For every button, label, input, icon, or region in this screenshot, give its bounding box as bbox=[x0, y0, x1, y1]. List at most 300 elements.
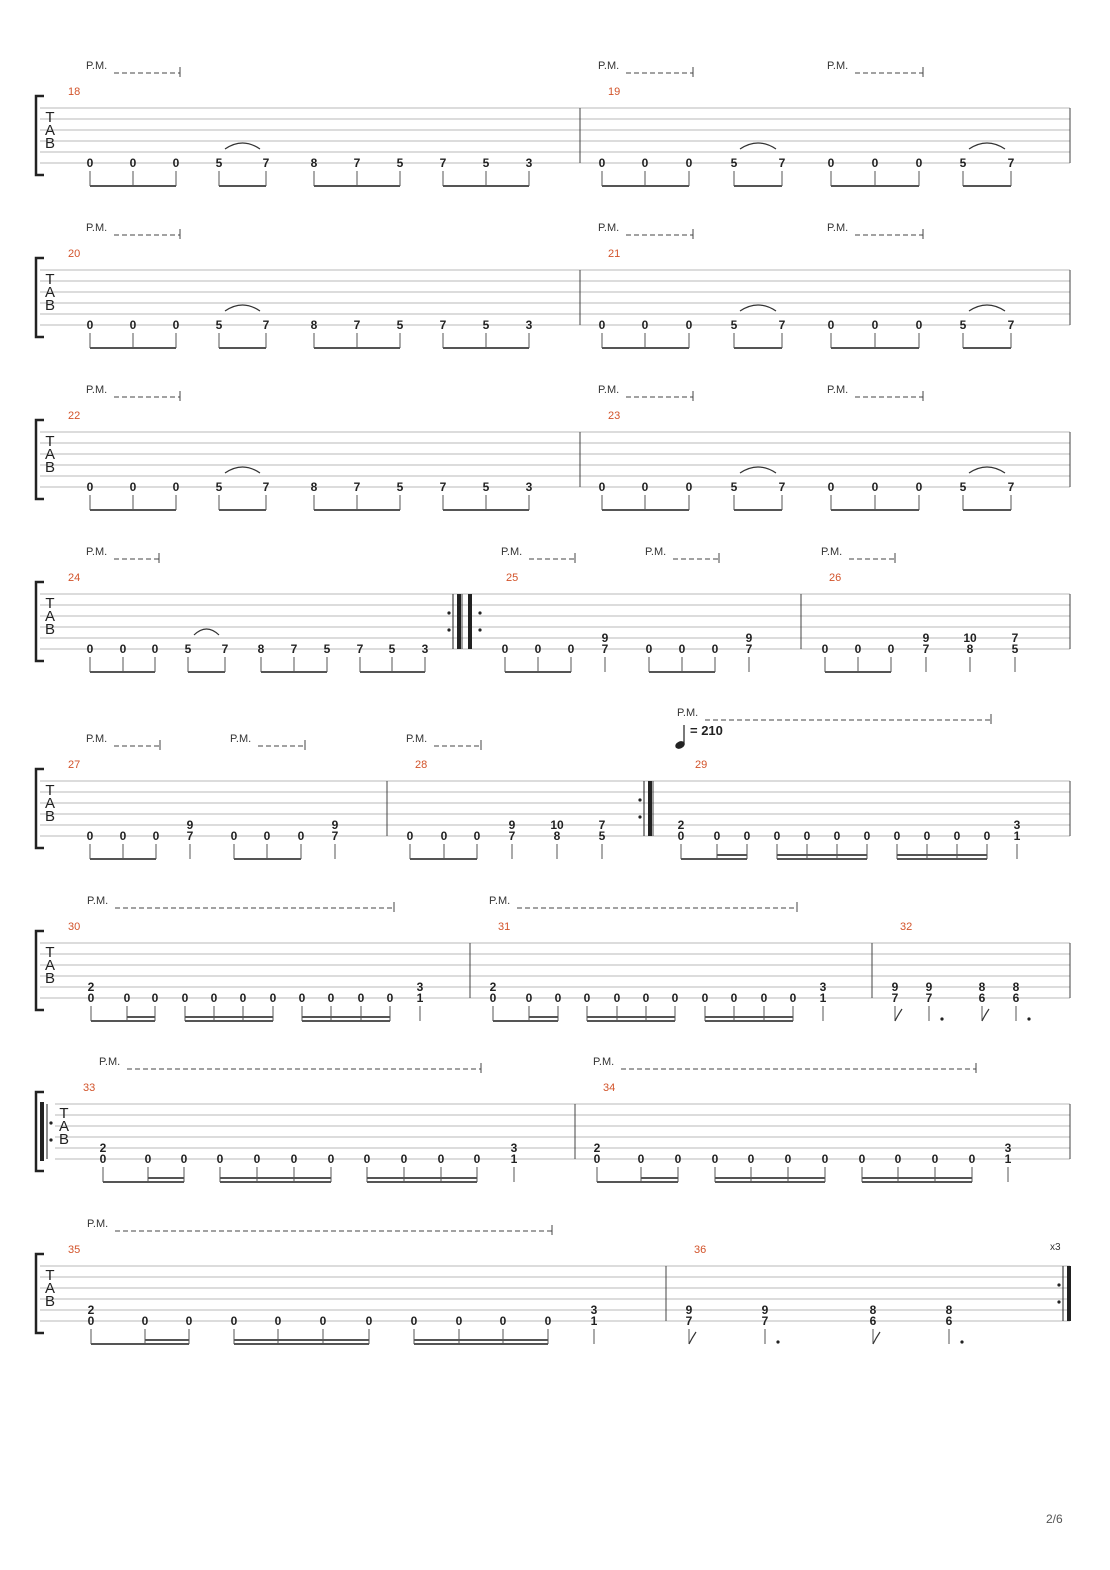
repeat-dot bbox=[478, 611, 481, 614]
beam bbox=[715, 1181, 825, 1183]
fret-number: 1 bbox=[1004, 1152, 1012, 1166]
fret-number: 0 bbox=[854, 642, 862, 656]
palm-mute-label: P.M. bbox=[86, 733, 108, 745]
fret-number: 8 bbox=[966, 642, 974, 656]
fret-number: 0 bbox=[645, 642, 653, 656]
repeat-start-thick-bar bbox=[40, 1102, 44, 1161]
fret-number: 0 bbox=[327, 991, 335, 1005]
fret-number: 0 bbox=[671, 991, 679, 1005]
repeat-dot bbox=[447, 628, 450, 631]
beam bbox=[314, 509, 400, 511]
tab-clef-letter: A bbox=[58, 1118, 70, 1135]
measure-number: 31 bbox=[498, 921, 511, 933]
beam bbox=[219, 185, 266, 187]
fret-number: 7 bbox=[353, 156, 361, 170]
measure-number: 27 bbox=[68, 759, 81, 771]
fret-number: 0 bbox=[534, 642, 542, 656]
fret-number: 5 bbox=[730, 156, 738, 170]
beam bbox=[103, 1181, 184, 1183]
beam bbox=[261, 671, 327, 673]
fret-number: 7 bbox=[745, 642, 753, 656]
fret-number: 0 bbox=[172, 480, 180, 494]
tab-clef-letter: T bbox=[45, 595, 55, 612]
beam bbox=[443, 347, 529, 349]
fret-number: 5 bbox=[482, 156, 490, 170]
fret-number: 0 bbox=[172, 318, 180, 332]
fret-number: 0 bbox=[86, 318, 94, 332]
beam bbox=[831, 185, 919, 187]
beam bbox=[602, 185, 689, 187]
repeat-dot bbox=[1057, 1283, 1060, 1286]
tab-clef-letter: T bbox=[45, 271, 55, 288]
fret-number: 0 bbox=[437, 1152, 445, 1166]
fret-number: 0 bbox=[151, 642, 159, 656]
tie-arc bbox=[969, 305, 1005, 311]
fret-number: 0 bbox=[230, 1314, 238, 1328]
beam bbox=[862, 1181, 972, 1183]
fret-number: 3 bbox=[421, 642, 429, 656]
repeat-dot bbox=[1057, 1300, 1060, 1303]
fret-number: 0 bbox=[598, 156, 606, 170]
repeat-dot bbox=[49, 1121, 52, 1124]
fret-number: 5 bbox=[730, 480, 738, 494]
fret-number: 2 bbox=[87, 1303, 95, 1317]
fret-number: 1 bbox=[510, 1152, 518, 1166]
beam bbox=[443, 185, 529, 187]
fret-number: 9 bbox=[601, 631, 609, 645]
fret-number: 7 bbox=[262, 480, 270, 494]
fret-number: 0 bbox=[99, 1152, 107, 1166]
fret-number: 0 bbox=[129, 318, 137, 332]
fret-number: 0 bbox=[931, 1152, 939, 1166]
beam-sixteenth bbox=[641, 1177, 678, 1179]
palm-mute-label: P.M. bbox=[86, 60, 108, 72]
beam-sixteenth bbox=[367, 1177, 477, 1179]
fret-number: 7 bbox=[290, 642, 298, 656]
fret-number: 6 bbox=[1012, 991, 1020, 1005]
fret-number: 0 bbox=[365, 1314, 373, 1328]
fret-number: 7 bbox=[353, 318, 361, 332]
measure-number: 35 bbox=[68, 1244, 81, 1256]
fret-number: 0 bbox=[637, 1152, 645, 1166]
tab-clef-letter: B bbox=[44, 621, 56, 638]
fret-number: 0 bbox=[678, 642, 686, 656]
fret-number: 0 bbox=[525, 991, 533, 1005]
beam bbox=[505, 671, 571, 673]
fret-number: 5 bbox=[1011, 642, 1019, 656]
fret-number: 0 bbox=[239, 991, 247, 1005]
fret-number: 1 bbox=[416, 991, 424, 1005]
measure-number: 25 bbox=[506, 572, 519, 584]
fret-number: 0 bbox=[86, 480, 94, 494]
palm-mute-label: P.M. bbox=[827, 384, 849, 396]
beam bbox=[493, 1020, 558, 1022]
fret-number: 0 bbox=[87, 991, 95, 1005]
fret-number: 7 bbox=[685, 1314, 693, 1328]
page-number: 2/6 bbox=[1046, 1512, 1063, 1526]
beam-sixteenth bbox=[705, 1016, 793, 1018]
fret-number: 0 bbox=[803, 829, 811, 843]
fret-number: 0 bbox=[87, 1314, 95, 1328]
fret-number: 7 bbox=[1007, 480, 1015, 494]
fret-number: 9 bbox=[925, 980, 933, 994]
fret-number: 5 bbox=[730, 318, 738, 332]
fret-number: 0 bbox=[773, 829, 781, 843]
palm-mute-label: P.M. bbox=[677, 707, 699, 719]
rest-dot bbox=[776, 1340, 779, 1343]
fret-number: 7 bbox=[439, 480, 447, 494]
beam bbox=[90, 671, 155, 673]
tie-arc bbox=[740, 305, 776, 311]
fret-number: 0 bbox=[915, 480, 923, 494]
fret-number: 0 bbox=[827, 318, 835, 332]
beam bbox=[602, 509, 689, 511]
fret-number: 0 bbox=[86, 829, 94, 843]
fret-number: 7 bbox=[598, 818, 606, 832]
rest-dot bbox=[1027, 1017, 1030, 1020]
beam bbox=[649, 671, 715, 673]
fret-number: 10 bbox=[550, 818, 564, 832]
fret-number: 0 bbox=[230, 829, 238, 843]
beam-sixteenth bbox=[717, 854, 747, 856]
repeat-end-thick-bar bbox=[648, 781, 652, 836]
beam bbox=[90, 858, 156, 860]
fret-number: 0 bbox=[216, 1152, 224, 1166]
fret-number: 0 bbox=[833, 829, 841, 843]
tie-arc bbox=[969, 143, 1005, 149]
fret-number: 7 bbox=[601, 642, 609, 656]
fret-number: 2 bbox=[593, 1141, 601, 1155]
fret-number: 0 bbox=[685, 156, 693, 170]
fret-number: 0 bbox=[641, 480, 649, 494]
beam bbox=[219, 347, 266, 349]
repeat-start-thick-bar bbox=[468, 594, 472, 649]
fret-number: 9 bbox=[891, 980, 899, 994]
tie-arc bbox=[969, 467, 1005, 473]
measure-number: 24 bbox=[68, 572, 81, 584]
fret-number: 9 bbox=[685, 1303, 693, 1317]
beam bbox=[443, 509, 529, 511]
eighth-flag bbox=[873, 1332, 880, 1344]
beam bbox=[963, 347, 1011, 349]
fret-number: 0 bbox=[86, 156, 94, 170]
beam bbox=[367, 1181, 477, 1183]
fret-number: 0 bbox=[893, 829, 901, 843]
fret-number: 5 bbox=[388, 642, 396, 656]
fret-number: 7 bbox=[262, 318, 270, 332]
beam bbox=[734, 347, 782, 349]
tab-clef-letter: A bbox=[44, 446, 56, 463]
beam bbox=[185, 1020, 273, 1022]
beam bbox=[963, 509, 1011, 511]
beam bbox=[681, 858, 747, 860]
beam bbox=[705, 1020, 793, 1022]
repeat-dot bbox=[638, 798, 641, 801]
fret-number: 5 bbox=[396, 318, 404, 332]
fret-number: 3 bbox=[1013, 818, 1021, 832]
fret-number: 0 bbox=[641, 318, 649, 332]
fret-number: 0 bbox=[887, 642, 895, 656]
repeat-dot bbox=[638, 815, 641, 818]
palm-mute-label: P.M. bbox=[821, 546, 843, 558]
tab-clef-letter: A bbox=[44, 795, 56, 812]
tab-clef-letter: A bbox=[44, 957, 56, 974]
tempo-value: = 210 bbox=[690, 723, 723, 738]
tab-clef-letter: A bbox=[44, 284, 56, 301]
fret-number: 7 bbox=[186, 829, 194, 843]
beam bbox=[831, 509, 919, 511]
fret-number: 7 bbox=[331, 829, 339, 843]
repeat-end-thick-bar bbox=[1067, 1266, 1071, 1321]
fret-number: 0 bbox=[327, 1152, 335, 1166]
fret-number: 0 bbox=[119, 642, 127, 656]
tab-clef-letter: T bbox=[45, 433, 55, 450]
fret-number: 8 bbox=[310, 156, 318, 170]
tab-clef-letter: T bbox=[45, 1267, 55, 1284]
fret-number: 9 bbox=[922, 631, 930, 645]
fret-number: 7 bbox=[221, 642, 229, 656]
fret-number: 9 bbox=[508, 818, 516, 832]
fret-number: 7 bbox=[439, 318, 447, 332]
fret-number: 7 bbox=[356, 642, 364, 656]
palm-mute-label: P.M. bbox=[406, 733, 428, 745]
fret-number: 0 bbox=[554, 991, 562, 1005]
fret-number: 1 bbox=[819, 991, 827, 1005]
beam-sixteenth bbox=[414, 1339, 548, 1341]
fret-number: 5 bbox=[959, 156, 967, 170]
fret-number: 0 bbox=[123, 991, 131, 1005]
beam bbox=[302, 1020, 390, 1022]
fret-number: 5 bbox=[184, 642, 192, 656]
measure-number: 34 bbox=[603, 1082, 616, 1094]
fret-number: 2 bbox=[677, 818, 685, 832]
fret-number: 2 bbox=[87, 980, 95, 994]
fret-number: 7 bbox=[262, 156, 270, 170]
fret-number: 5 bbox=[396, 156, 404, 170]
fret-number: 0 bbox=[747, 1152, 755, 1166]
beam-sixteenth bbox=[302, 1016, 390, 1018]
beam bbox=[314, 347, 400, 349]
beam bbox=[91, 1343, 189, 1345]
fret-number: 8 bbox=[945, 1303, 953, 1317]
beam bbox=[90, 347, 176, 349]
fret-number: 0 bbox=[871, 480, 879, 494]
measure-number: 19 bbox=[608, 86, 621, 98]
beam bbox=[410, 858, 477, 860]
fret-number: 0 bbox=[499, 1314, 507, 1328]
beam bbox=[90, 509, 176, 511]
beam bbox=[587, 1020, 675, 1022]
palm-mute-label: P.M. bbox=[645, 546, 667, 558]
palm-mute-label: P.M. bbox=[827, 60, 849, 72]
tie-arc bbox=[740, 467, 776, 473]
fret-number: 0 bbox=[784, 1152, 792, 1166]
palm-mute-label: P.M. bbox=[230, 733, 252, 745]
tab-clef-letter: A bbox=[44, 1280, 56, 1297]
beam bbox=[963, 185, 1011, 187]
palm-mute-label: P.M. bbox=[489, 895, 511, 907]
fret-number: 0 bbox=[363, 1152, 371, 1166]
fret-number: 7 bbox=[778, 318, 786, 332]
beam bbox=[602, 347, 689, 349]
beam bbox=[90, 185, 176, 187]
fret-number: 0 bbox=[455, 1314, 463, 1328]
fret-number: 0 bbox=[144, 1152, 152, 1166]
fret-number: 0 bbox=[473, 829, 481, 843]
tab-clef-letter: A bbox=[44, 122, 56, 139]
fret-number: 2 bbox=[489, 980, 497, 994]
tab-clef-letter: T bbox=[45, 782, 55, 799]
fret-number: 0 bbox=[685, 480, 693, 494]
fret-number: 0 bbox=[406, 829, 414, 843]
fret-number: 0 bbox=[923, 829, 931, 843]
fret-number: 0 bbox=[743, 829, 751, 843]
fret-number: 0 bbox=[319, 1314, 327, 1328]
tab-clef-letter: B bbox=[44, 135, 56, 152]
fret-number: 0 bbox=[400, 1152, 408, 1166]
beam bbox=[188, 671, 225, 673]
fret-number: 0 bbox=[567, 642, 575, 656]
fret-number: 0 bbox=[827, 156, 835, 170]
fret-number: 7 bbox=[1007, 156, 1015, 170]
fret-number: 0 bbox=[473, 1152, 481, 1166]
fret-number: 0 bbox=[119, 829, 127, 843]
fret-number: 0 bbox=[269, 991, 277, 1005]
tie-arc bbox=[225, 305, 260, 311]
beam bbox=[314, 185, 400, 187]
fret-number: 0 bbox=[489, 991, 497, 1005]
beam bbox=[219, 509, 266, 511]
fret-number: 6 bbox=[978, 991, 986, 1005]
fret-number: 0 bbox=[386, 991, 394, 1005]
fret-number: 0 bbox=[86, 642, 94, 656]
palm-mute-label: P.M. bbox=[87, 1218, 109, 1230]
beam-sixteenth bbox=[127, 1016, 155, 1018]
palm-mute-label: P.M. bbox=[87, 895, 109, 907]
fret-number: 0 bbox=[760, 991, 768, 1005]
fret-number: 0 bbox=[915, 318, 923, 332]
beam bbox=[220, 1181, 331, 1183]
beam-sixteenth bbox=[529, 1016, 558, 1018]
fret-number: 0 bbox=[152, 829, 160, 843]
measure-number: 36 bbox=[694, 1244, 707, 1256]
fret-number: 0 bbox=[274, 1314, 282, 1328]
fret-number: 0 bbox=[141, 1314, 149, 1328]
fret-number: 8 bbox=[1012, 980, 1020, 994]
fret-number: 0 bbox=[613, 991, 621, 1005]
fret-number: 0 bbox=[915, 156, 923, 170]
fret-number: 7 bbox=[922, 642, 930, 656]
fret-number: 2 bbox=[99, 1141, 107, 1155]
beam-sixteenth bbox=[234, 1339, 369, 1341]
fret-number: 6 bbox=[945, 1314, 953, 1328]
fret-number: 5 bbox=[959, 318, 967, 332]
fret-number: 0 bbox=[298, 991, 306, 1005]
repeat-end-thick-bar bbox=[457, 594, 461, 649]
measure-number: 26 bbox=[829, 572, 842, 584]
fret-number: 0 bbox=[983, 829, 991, 843]
fret-number: 0 bbox=[290, 1152, 298, 1166]
fret-number: 7 bbox=[1007, 318, 1015, 332]
repeat-dot bbox=[49, 1138, 52, 1141]
beam-sixteenth bbox=[715, 1177, 825, 1179]
beam bbox=[825, 671, 891, 673]
fret-number: 8 bbox=[257, 642, 265, 656]
fret-number: 7 bbox=[1011, 631, 1019, 645]
measure-number: 21 bbox=[608, 248, 621, 260]
beam bbox=[360, 671, 425, 673]
fret-number: 0 bbox=[185, 1314, 193, 1328]
beam bbox=[831, 347, 919, 349]
fret-number: 0 bbox=[863, 829, 871, 843]
fret-number: 0 bbox=[827, 480, 835, 494]
palm-mute-label: P.M. bbox=[593, 1056, 615, 1068]
fret-number: 0 bbox=[410, 1314, 418, 1328]
fret-number: 0 bbox=[713, 829, 721, 843]
measure-number: 28 bbox=[415, 759, 428, 771]
beam-sixteenth bbox=[145, 1339, 189, 1341]
fret-number: 0 bbox=[642, 991, 650, 1005]
beam-sixteenth bbox=[185, 1016, 273, 1018]
fret-number: 0 bbox=[253, 1152, 261, 1166]
eighth-flag bbox=[895, 1009, 902, 1021]
fret-number: 1 bbox=[1013, 829, 1021, 843]
fret-number: 3 bbox=[590, 1303, 598, 1317]
fret-number: 0 bbox=[730, 991, 738, 1005]
fret-number: 6 bbox=[869, 1314, 877, 1328]
fret-number: 7 bbox=[925, 991, 933, 1005]
fret-number: 8 bbox=[310, 480, 318, 494]
beam-sixteenth bbox=[220, 1177, 331, 1179]
eighth-flag bbox=[982, 1009, 989, 1021]
fret-number: 5 bbox=[959, 480, 967, 494]
palm-mute-label: P.M. bbox=[501, 546, 523, 558]
fret-number: 0 bbox=[641, 156, 649, 170]
fret-number: 3 bbox=[1004, 1141, 1012, 1155]
fret-number: 0 bbox=[583, 991, 591, 1005]
palm-mute-label: P.M. bbox=[86, 546, 108, 558]
fret-number: 0 bbox=[501, 642, 509, 656]
measure-number: 30 bbox=[68, 921, 81, 933]
beam bbox=[734, 185, 782, 187]
fret-number: 9 bbox=[186, 818, 194, 832]
fret-number: 1 bbox=[590, 1314, 598, 1328]
tab-clef-letter: B bbox=[44, 970, 56, 987]
fret-number: 7 bbox=[439, 156, 447, 170]
fret-number: 0 bbox=[953, 829, 961, 843]
fret-number: 0 bbox=[894, 1152, 902, 1166]
beam bbox=[597, 1181, 678, 1183]
fret-number: 5 bbox=[482, 318, 490, 332]
fret-number: 7 bbox=[778, 156, 786, 170]
measure-number: 23 bbox=[608, 410, 621, 422]
fret-number: 0 bbox=[129, 480, 137, 494]
beam-sixteenth bbox=[777, 854, 867, 856]
fret-number: 0 bbox=[821, 642, 829, 656]
tab-clef-letter: B bbox=[44, 297, 56, 314]
fret-number: 0 bbox=[544, 1314, 552, 1328]
palm-mute-label: P.M. bbox=[86, 222, 108, 234]
tab-clef-letter: A bbox=[44, 608, 56, 625]
fret-number: 0 bbox=[789, 991, 797, 1005]
fret-number: 5 bbox=[396, 480, 404, 494]
fret-number: 8 bbox=[869, 1303, 877, 1317]
fret-number: 0 bbox=[701, 991, 709, 1005]
beam bbox=[91, 1020, 155, 1022]
palm-mute-label: P.M. bbox=[827, 222, 849, 234]
beam bbox=[234, 858, 301, 860]
fret-number: 0 bbox=[172, 156, 180, 170]
